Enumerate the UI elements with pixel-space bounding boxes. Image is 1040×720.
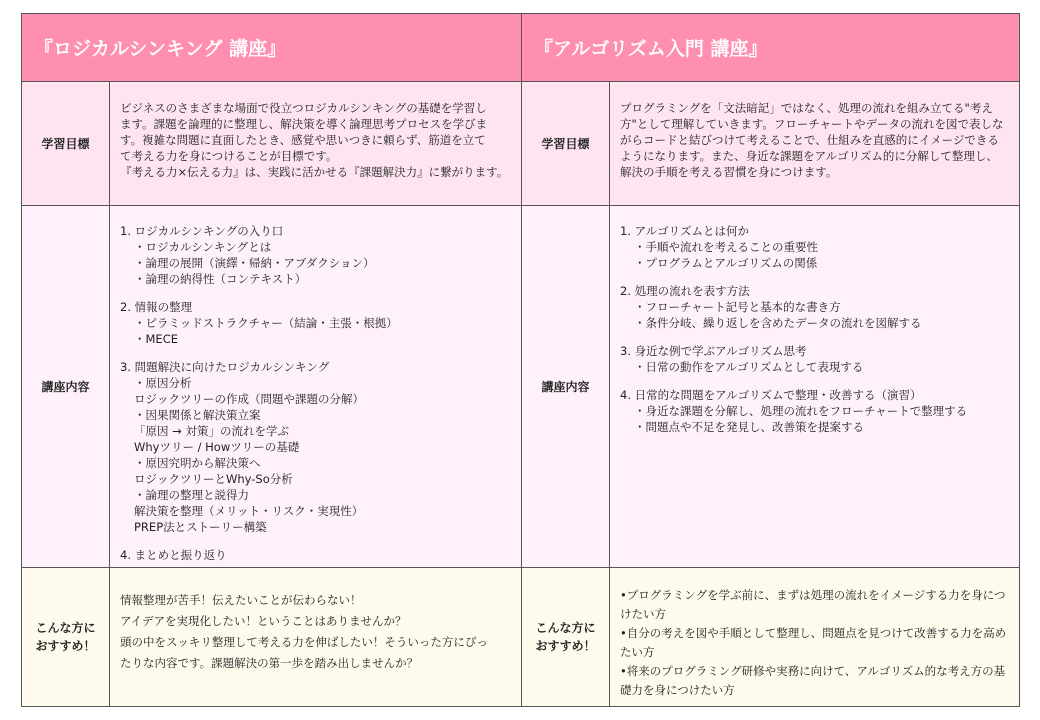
left-goal-label: 学習目標 bbox=[22, 82, 110, 206]
section-items: ・身近な課題を分解し、処理の流れをフローチャートで整理する ・問題点や不足を発見し、改善策を提案する bbox=[634, 404, 968, 434]
section-title: 3. 問題解決に向けたロジカルシンキング bbox=[120, 360, 330, 374]
right-content-list bbox=[610, 206, 1020, 568]
section-items: ・ピラミッドストラクチャー（結論・主張・根拠） ・MECE bbox=[134, 316, 398, 346]
recommend-bullet: •将来のプログラミング研修や実務に向けて、アルゴリズム的な考え方の基 礎力を身につけたい方 bbox=[620, 664, 1006, 697]
right-course-title: 『アルゴリズム入門 講座』 bbox=[522, 14, 1020, 82]
section-title: 2. 情報の整理 bbox=[120, 300, 193, 314]
right-goal-text bbox=[610, 82, 1020, 206]
right-recommend-text bbox=[610, 568, 1020, 707]
section-title: 3. 身近な例で学ぶアルゴリズム思考 bbox=[620, 344, 807, 358]
section-items: ・日常の動作をアルゴリズムとして表現する bbox=[634, 360, 864, 374]
recommend-line: 情報整理が苦手！伝えたいことが伝わらない！ bbox=[120, 593, 362, 607]
right-section-4 bbox=[620, 387, 1013, 435]
left-goal-text bbox=[110, 82, 522, 206]
left-course-title: 『ロジカルシンキング 講座』 bbox=[22, 14, 522, 82]
section-items: ・フローチャート記号と基本的な書き方 ・条件分岐、繰り返しを含めたデータの流れを図解する bbox=[634, 300, 922, 330]
left-content-label: 講座内容 bbox=[22, 206, 110, 568]
header-row bbox=[22, 14, 1020, 82]
left-section-1 bbox=[120, 223, 515, 287]
left-section-4 bbox=[120, 547, 515, 563]
section-items: ・ロジカルシンキングとは ・論理の展開（演繹・帰納・アブダクション） ・論理の納得性（コンテキスト） bbox=[134, 240, 375, 286]
right-recommend-label bbox=[522, 568, 610, 707]
goal-row bbox=[22, 82, 1020, 206]
recommend-line: たりな内容です。課題解決の第一歩を踏み出しませんか？ bbox=[120, 656, 419, 670]
recommend-line: アイデアを実現化したい！ということはありませんか？ bbox=[120, 614, 407, 628]
section-title: 1. ロジカルシンキングの入り口 bbox=[120, 224, 284, 238]
section-title: 4. まとめと振り返り bbox=[120, 548, 227, 562]
section-title: 4. 日常的な問題をアルゴリズムで整理・改善する（演習） bbox=[620, 388, 922, 402]
recommend-label-line1: こんな方に bbox=[535, 621, 596, 635]
left-recommend-label bbox=[22, 568, 110, 707]
left-section-3 bbox=[120, 359, 515, 535]
recommend-label-line2: おすすめ！ bbox=[535, 639, 596, 653]
recommend-row bbox=[22, 568, 1020, 707]
right-section-2 bbox=[620, 283, 1013, 331]
recommend-label-line1: こんな方に bbox=[35, 621, 96, 635]
course-comparison-table bbox=[21, 13, 1020, 707]
section-title: 1. アルゴリズムとは何か bbox=[620, 224, 749, 238]
content-row bbox=[22, 206, 1020, 568]
recommend-line: 頭の中をスッキリ整理して考える力を伸ばしたい！そういった方にぴっ bbox=[120, 635, 488, 649]
right-section-1 bbox=[620, 223, 1013, 271]
recommend-bullet: •プログラミングを学ぶ前に、まずは処理の流れをイメージする力を身につ けたい方 bbox=[620, 588, 1006, 621]
right-goal-paragraph: プログラミングを「文法暗記」ではなく、処理の流れを組み立てる"考え 方"として理解していきます。フローチャートやデータの流れを図で表しな がらコードと結びつけて考えることで、仕組みを直感的にイメージできる ようになります。また、身近な課題をアルゴリズム的に分解して整理し、 解決の手順を考える習慣を身につけます。 bbox=[620, 101, 1004, 179]
left-content-list bbox=[110, 206, 522, 568]
section-title: 2. 処理の流れを表す方法 bbox=[620, 284, 750, 298]
left-section-2 bbox=[120, 299, 515, 347]
right-section-3 bbox=[620, 343, 1013, 375]
recommend-label-line2: おすすめ！ bbox=[35, 639, 96, 653]
section-items: ・原因分析 ロジックツリーの作成（問題や課題の分解） ・因果関係と解決策立案 「原因 → 対策」の流れを学ぶ Whyツリー / Howツリーの基礎 ・原因究明から解決策へ ロジックツリーとWhy-So分析 ・論理の整理と説得力 解決策を整理（メリット・リスク・実現性） PREP法とストーリー構築 bbox=[134, 376, 364, 534]
left-goal-paragraph: ビジネスのさまざまな場面で役立つロジカルシンキングの基礎を学習し ます。課題を論理的に整理し、解決策を導く論理思考プロセスを学びま す。複雑な問題に直面したとき、感覚や思いつきに頼らず、筋道を立て て考える力を身につけることが目標です。 『考える力×伝える力』は、実践に活かせる『課題解決力』に繋がります。 bbox=[120, 101, 509, 179]
right-goal-label: 学習目標 bbox=[522, 82, 610, 206]
left-recommend-text bbox=[110, 568, 522, 707]
section-items: ・手順や流れを考えることの重要性 ・プログラムとアルゴリズムの関係 bbox=[634, 240, 819, 270]
recommend-bullet: •自分の考えを図や手順として整理し、問題点を見つけて改善する力を高め たい方 bbox=[620, 626, 1007, 659]
right-content-label: 講座内容 bbox=[522, 206, 610, 568]
